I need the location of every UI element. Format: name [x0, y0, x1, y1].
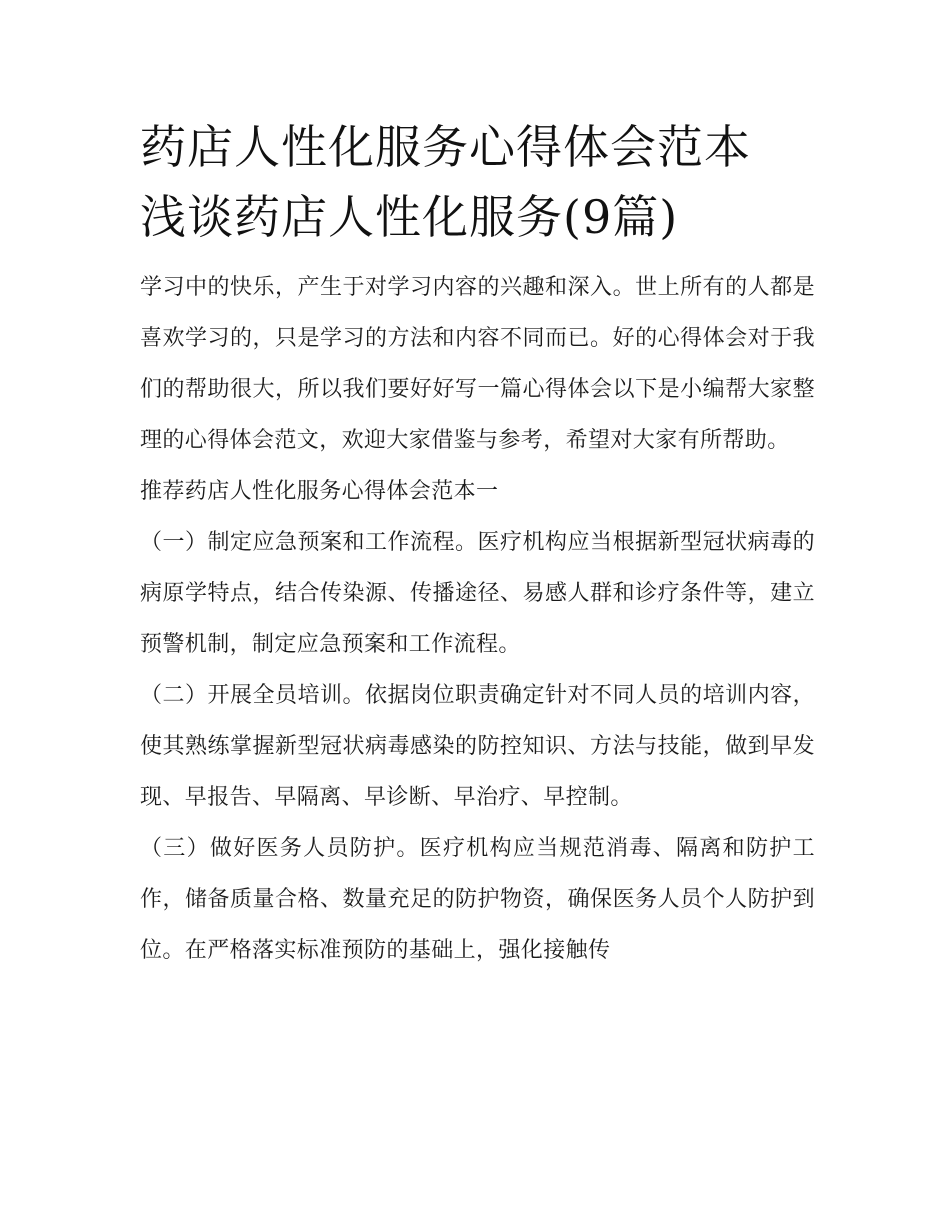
body-paragraph-1: （一）制定应急预案和工作流程。医疗机构应当根据新型冠状病毒的病原学特点，结合传染源、传播途径、易感人群和诊疗条件等，建立预警机制，制定应急预案和工作流程。	[140, 530, 815, 657]
body-paragraph-3: （三）做好医务人员防护。医疗机构应当规范消毒、隔离和防护工作，储备质量合格、数量充足的防护物资，确保医务人员个人防护到位。在严格落实标准预防的基础上，强化接触传	[140, 836, 815, 963]
section-heading: 推荐药店人性化服务心得体会范本一	[140, 479, 499, 504]
document-title-line1: 药店人性化服务心得体会范本	[140, 120, 751, 174]
document-title-line2: 浅谈药店人性化服务(9篇)	[140, 190, 679, 244]
body-paragraph-2: （二）开展全员培训。依据岗位职责确定针对不同人员的培训内容，使其熟练掌握新型冠状病毒感染的防控知识、方法与技能，做到早发现、早报告、早隔离、早诊断、早治疗、早控制。	[140, 683, 815, 810]
document-page	[140, 112, 815, 976]
intro-paragraph: 学习中的快乐，产生于对学习内容的兴趣和深入。世上所有的人都是喜欢学习的，只是学习的方法和内容不同而已。好的心得体会对于我们的帮助很大，所以我们要好好写一篇心得体会以下是小编帮大家整理的心得体会范文，欢迎大家借鉴与参考，希望对大家有所帮助。	[140, 275, 815, 453]
